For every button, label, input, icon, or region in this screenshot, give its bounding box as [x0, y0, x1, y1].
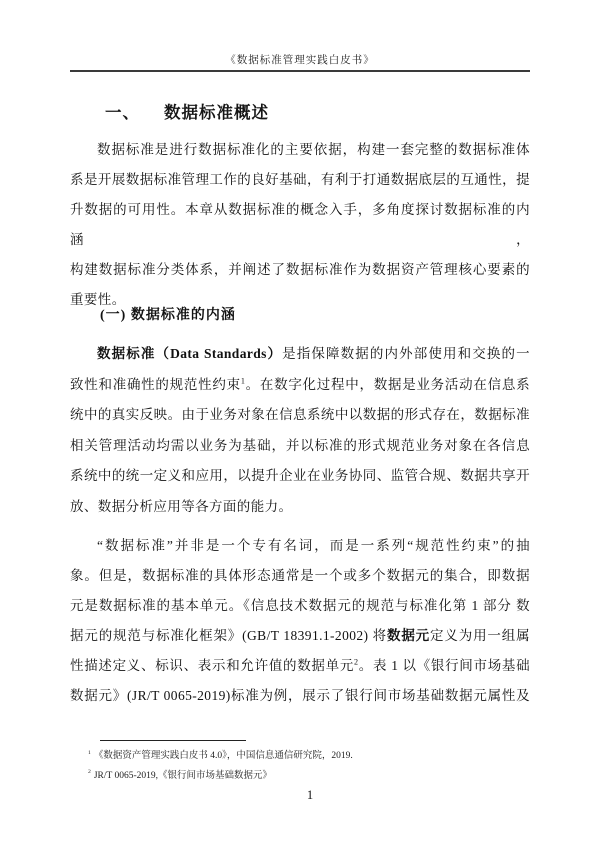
text-line: [70, 255, 530, 285]
text-segment: 数据元》(JR/T 0065-2019)标准为例，展示了银行间市场基础数据元属性及: [70, 688, 530, 703]
footnote-separator: [100, 740, 246, 741]
footnote-reference: 1: [240, 376, 246, 385]
text-segment: 。表 1 以《银行间市场基础: [358, 658, 530, 673]
text-line: [70, 461, 530, 492]
paragraph-data-element: [70, 531, 530, 711]
text-line: [70, 195, 530, 255]
section-title: 数据标准概述: [164, 104, 269, 122]
text-line: [70, 531, 530, 561]
text-line: [70, 681, 530, 711]
text-line: [70, 165, 530, 195]
text-line: [70, 339, 530, 370]
text-segment: 数据元: [386, 628, 431, 643]
text-line: [70, 621, 530, 651]
text-segment: 重要性。: [70, 292, 126, 307]
running-header-title: 《数据标准管理实践白皮书》: [225, 55, 375, 66]
footnotes: [88, 747, 530, 786]
text-segment: “数据标准”并非是一个专有名词，而是一系列“规范性约束”的抽: [97, 538, 530, 553]
footnote-text: 《数据资产管理实践白皮书 4.0》，中国信息通信研究院，2019.: [93, 751, 353, 761]
text-line: [70, 431, 530, 462]
text-segment: 数据标准是进行数据标准化的主要依据，构建一套完整的数据标准体: [97, 142, 530, 157]
text-segment: 。在数字化过程中，数据是业务活动在信息系: [245, 376, 530, 392]
footnote: [88, 747, 530, 767]
text-segment: 据元的规范与标准化框架》(GB/T 18391.1-2002) 将: [70, 628, 387, 643]
header-rule: [70, 70, 530, 72]
text-segment: 元是数据标准的基本单元。《信息技术数据元的规范与标准化第 1 部分 数: [70, 598, 530, 613]
text-line: [70, 591, 530, 621]
section-number: 一、: [105, 104, 140, 122]
text-segment: 系是开展数据标准管理工作的良好基础，有利于打通数据底层的互通性，提: [70, 172, 530, 187]
text-segment: 相关管理活动均需以业务为基础，并以标准的形式规范业务对象在各信息: [70, 437, 530, 453]
text-segment: 升数据的可用性。本章从数据标准的概念入手，多角度探讨数据标准的内涵，: [70, 202, 530, 247]
text-segment: 定义为用一组属: [430, 628, 530, 643]
text-line: [70, 400, 530, 431]
text-segment: 放、数据分析应用等各方面的能力。: [70, 498, 293, 514]
text-line: [70, 561, 530, 591]
text-segment: 象。但是，数据标准的具体形态通常是一个或多个数据元的集合，即数据: [70, 568, 530, 583]
text-segment: 性描述定义、标识、表示和允许值的数据单元: [70, 658, 355, 673]
text-segment: 是指保障数据的内外部使用和交换的一: [282, 346, 530, 361]
footnote: [88, 767, 530, 787]
text-segment: 构建数据标准分类体系，并阐述了数据标准作为数据资产管理核心要素的: [70, 262, 530, 277]
footnote-reference: 2: [354, 657, 359, 667]
text-line: [70, 492, 530, 523]
text-segment: 数据标准（Data Standards）: [97, 346, 283, 361]
paragraph-definition: [70, 339, 530, 522]
text-line: [70, 651, 530, 681]
subsection-heading: (一) 数据标准的内涵: [100, 308, 236, 323]
text-segment: 统中的真实反映。由于业务对象在信息系统中以数据的形式存在，数据标准: [70, 407, 530, 422]
footnote-text: JR/T 0065-2019,《银行间市场基础数据元》: [93, 770, 273, 781]
text-segment: 系统中的统一定义和应用，以提升企业在业务协同、监管合规、数据共享开: [70, 468, 530, 483]
text-line: [70, 370, 530, 401]
text-line: [70, 135, 530, 165]
paragraph-intro: [70, 135, 530, 315]
footnote-marker: 1: [88, 749, 91, 756]
section-heading: [105, 99, 269, 123]
text-segment: 致性和准确性的规范性约束: [70, 376, 241, 392]
footnote-marker: 2: [88, 769, 91, 776]
page-number: 1: [306, 788, 314, 802]
